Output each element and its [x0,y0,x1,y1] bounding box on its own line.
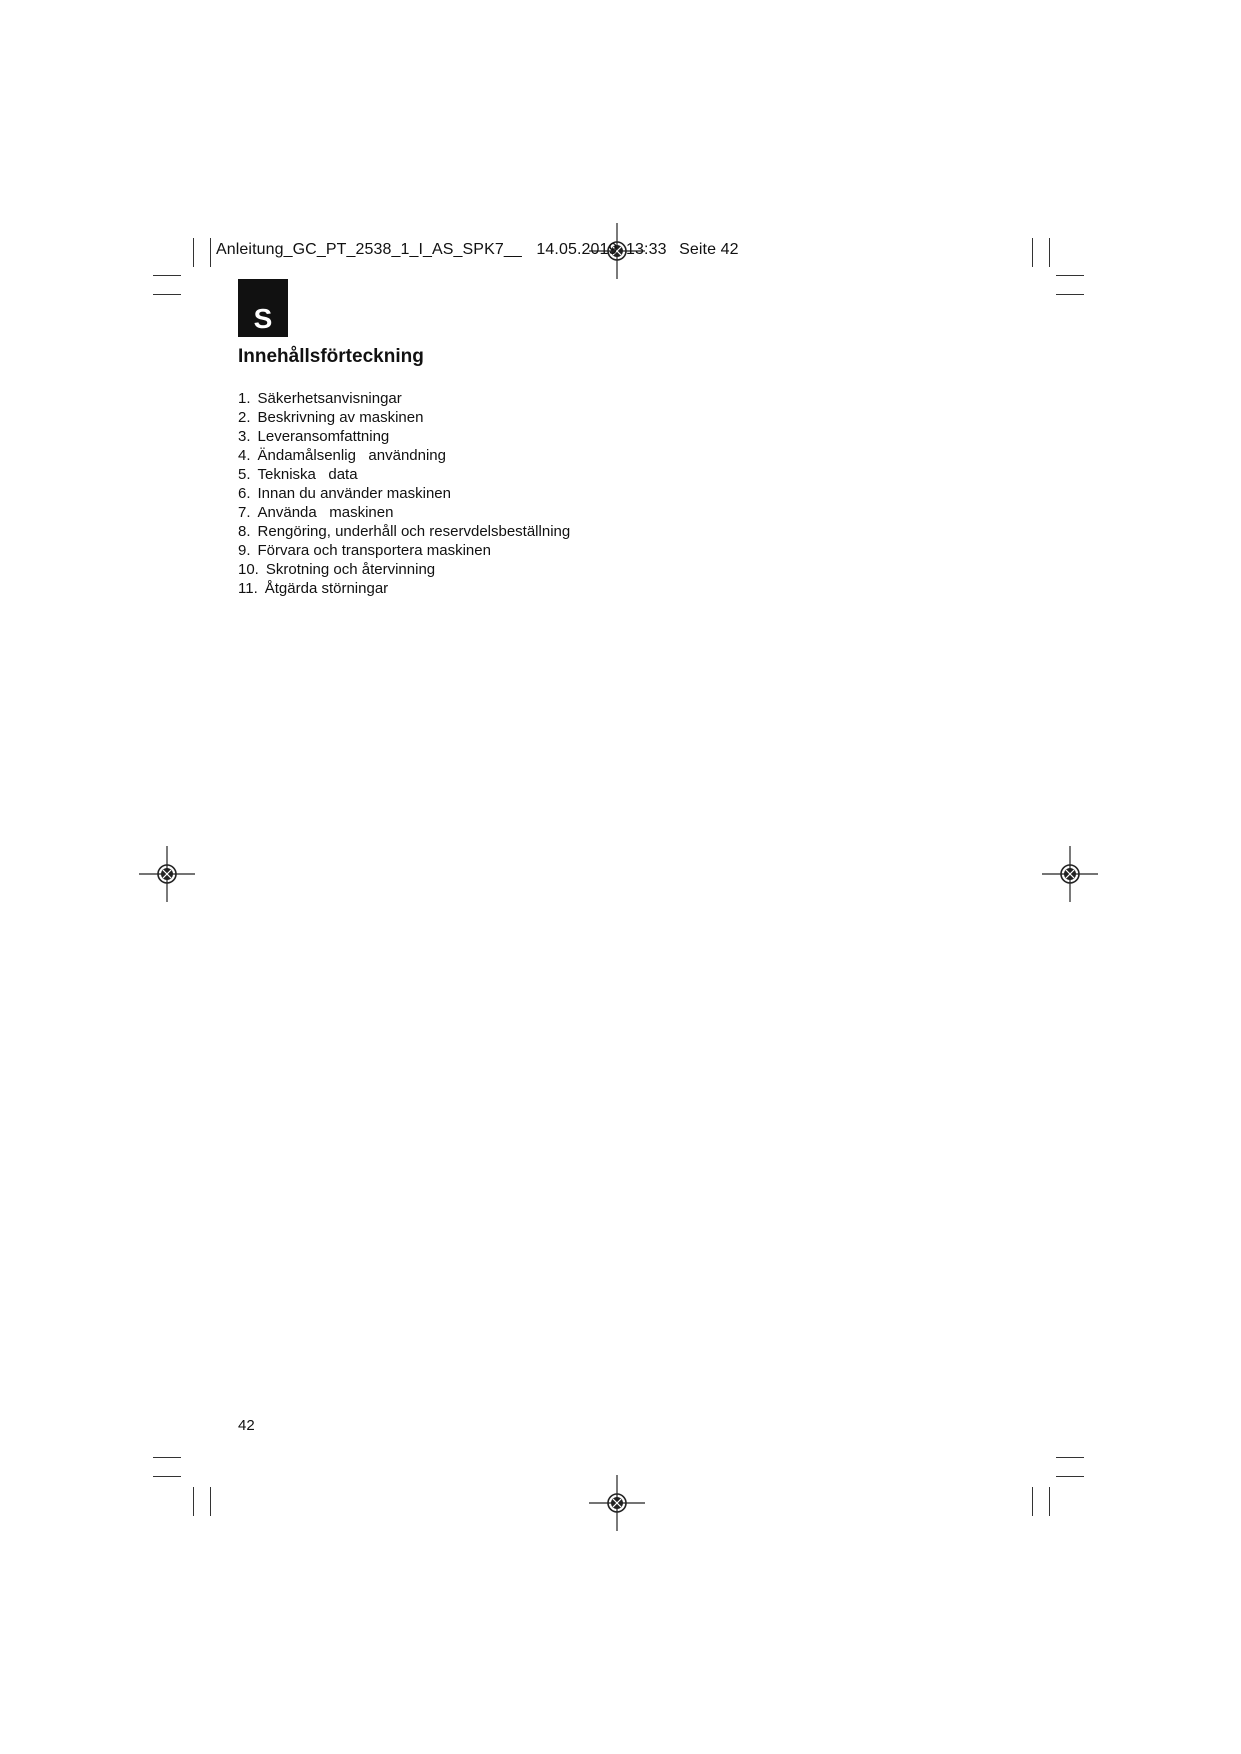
toc-item [238,579,570,598]
crop-mark-top-left-2 [210,238,211,267]
page-number: 42 [238,1417,255,1434]
toc-item-label: Beskrivning av maskinen [257,409,424,426]
toc-item-number: 6. [238,485,251,502]
toc-item-label: Ändamålsenlig användning [257,447,446,464]
toc-item-label: Tekniska data [257,466,358,483]
toc-item [238,541,570,560]
crop-mark-left-h3 [153,1457,181,1458]
toc-item [238,484,570,503]
toc-item-number: 2. [238,409,251,426]
crop-mark-right-h2 [1056,294,1084,295]
slug-file-name: Anleitung_GC_PT_2538_1_I_AS_SPK7__ [216,241,522,258]
toc-item-label: Använda maskinen [257,504,394,521]
crop-mark-right-h3 [1056,1457,1084,1458]
toc-item-number: 5. [238,466,251,483]
toc-item [238,427,570,446]
print-slug [216,241,739,259]
crop-mark-bottom-right-1 [1032,1487,1033,1516]
crop-mark-bottom-right-2 [1049,1487,1050,1516]
toc-item-label: Leveransomfattning [257,428,390,445]
crop-mark-right-h4 [1056,1476,1084,1477]
registration-mark-left-icon [137,844,197,904]
toc-item [238,560,570,579]
crop-mark-bottom-left-2 [210,1487,211,1516]
toc-item-label: Förvara och transportera maskinen [257,542,491,559]
crop-mark-left-h1 [153,275,181,276]
toc-item [238,522,570,541]
crop-mark-right-h1 [1056,275,1084,276]
toc-item-number: 1. [238,390,251,407]
toc-item-label: Säkerhetsanvisningar [257,390,402,407]
toc-item-number: 10. [238,561,259,578]
slug-time: 13:33 [626,241,667,258]
crop-mark-left-h2 [153,294,181,295]
crop-mark-left-h4 [153,1476,181,1477]
toc-item-number: 3. [238,428,251,445]
toc-item-label: Rengöring, underhåll och reservdelsbeställning [257,523,571,540]
toc-item-number: 11. [238,580,258,597]
slug-date: 14.05.2019 [536,241,618,258]
toc-item-number: 8. [238,523,251,540]
toc-item-number: 9. [238,542,251,559]
toc-item [238,465,570,484]
language-tab: S [238,279,288,337]
toc-list [238,389,570,598]
toc-item [238,389,570,408]
crop-mark-top-left-1 [193,238,194,267]
toc-item [238,503,570,522]
toc-item [238,408,570,427]
crop-mark-top-right-2 [1049,238,1050,267]
slug-page-label: Seite 42 [679,241,739,258]
crop-mark-bottom-left-1 [193,1487,194,1516]
toc-item-label: Skrotning och återvinning [265,561,436,578]
crop-mark-top-right-1 [1032,238,1033,267]
toc-item-number: 4. [238,447,251,464]
registration-mark-right-icon [1040,844,1100,904]
toc-item-label: Innan du använder maskinen [257,485,451,502]
registration-mark-bottom-icon [587,1473,647,1533]
toc-title: Innehållsförteckning [238,346,424,367]
toc-item-number: 7. [238,504,251,521]
toc-item-label: Åtgärda störningar [264,580,389,597]
toc-item [238,446,570,465]
